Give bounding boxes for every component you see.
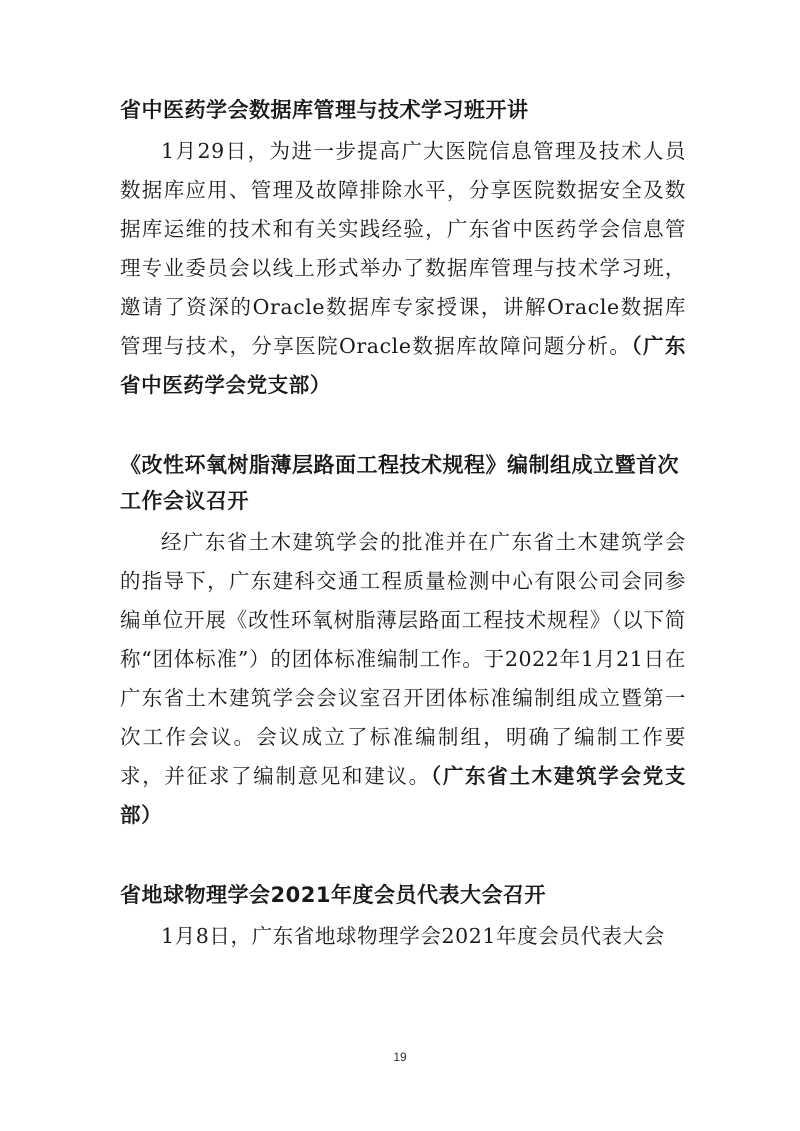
article-body	[120, 917, 686, 956]
article-title: 省中医药学会数据库管理与技术学习班开讲	[120, 98, 529, 122]
page-number: 19	[393, 1050, 407, 1064]
document-page	[120, 92, 686, 956]
article-body	[120, 523, 686, 835]
article-body	[120, 132, 686, 405]
article-text: 1月29日，为进一步提高广大医院信息管理及技术人员数据库应用、管理及故障排除水平，分享医院数据安全及数据库运维的技术和有关实践经验，广东省中医药学会信息管理专业委员会以线上形式举办了数据库管理与技术学习班，邀请了资深的Oracle数据库专家授课，讲解Oracle数据库管理与技术，分享医院Oracle数据库故障问题分析。	[120, 139, 686, 358]
article-text: 1月8日，广东省地球物理学会2021年度会员代表大会	[161, 924, 665, 948]
article-source: （广东省中医药学会党支部）	[120, 334, 686, 397]
section-gap	[120, 835, 686, 877]
article-title: 省地球物理学会2021年度会员代表大会召开	[120, 883, 546, 907]
article-source: （广东省土木建筑学会党支部）	[120, 764, 687, 827]
section-gap	[120, 405, 686, 447]
article-3	[120, 877, 686, 956]
article-title: 《改性环氧树脂薄层路面工程技术规程》编制组成立暨首次工作会议召开	[120, 453, 679, 513]
article-2	[120, 447, 686, 835]
article-1	[120, 92, 686, 405]
article-text: 经广东省土木建筑学会的批准并在广东省土木建筑学会的指导下，广东建科交通工程质量检测中心有限公司会同参编单位开展《改性环氧树脂薄层路面工程技术规程》（以下简称“团体标准”）的团体标准编制工作。于2022年1月21日在广东省土木建筑学会会议室召开团体标准编制组成立暨第一次工作会议。会议成立了标准编制组，明确了编制工作要求，并征求了编制意见和建议。	[120, 530, 686, 788]
